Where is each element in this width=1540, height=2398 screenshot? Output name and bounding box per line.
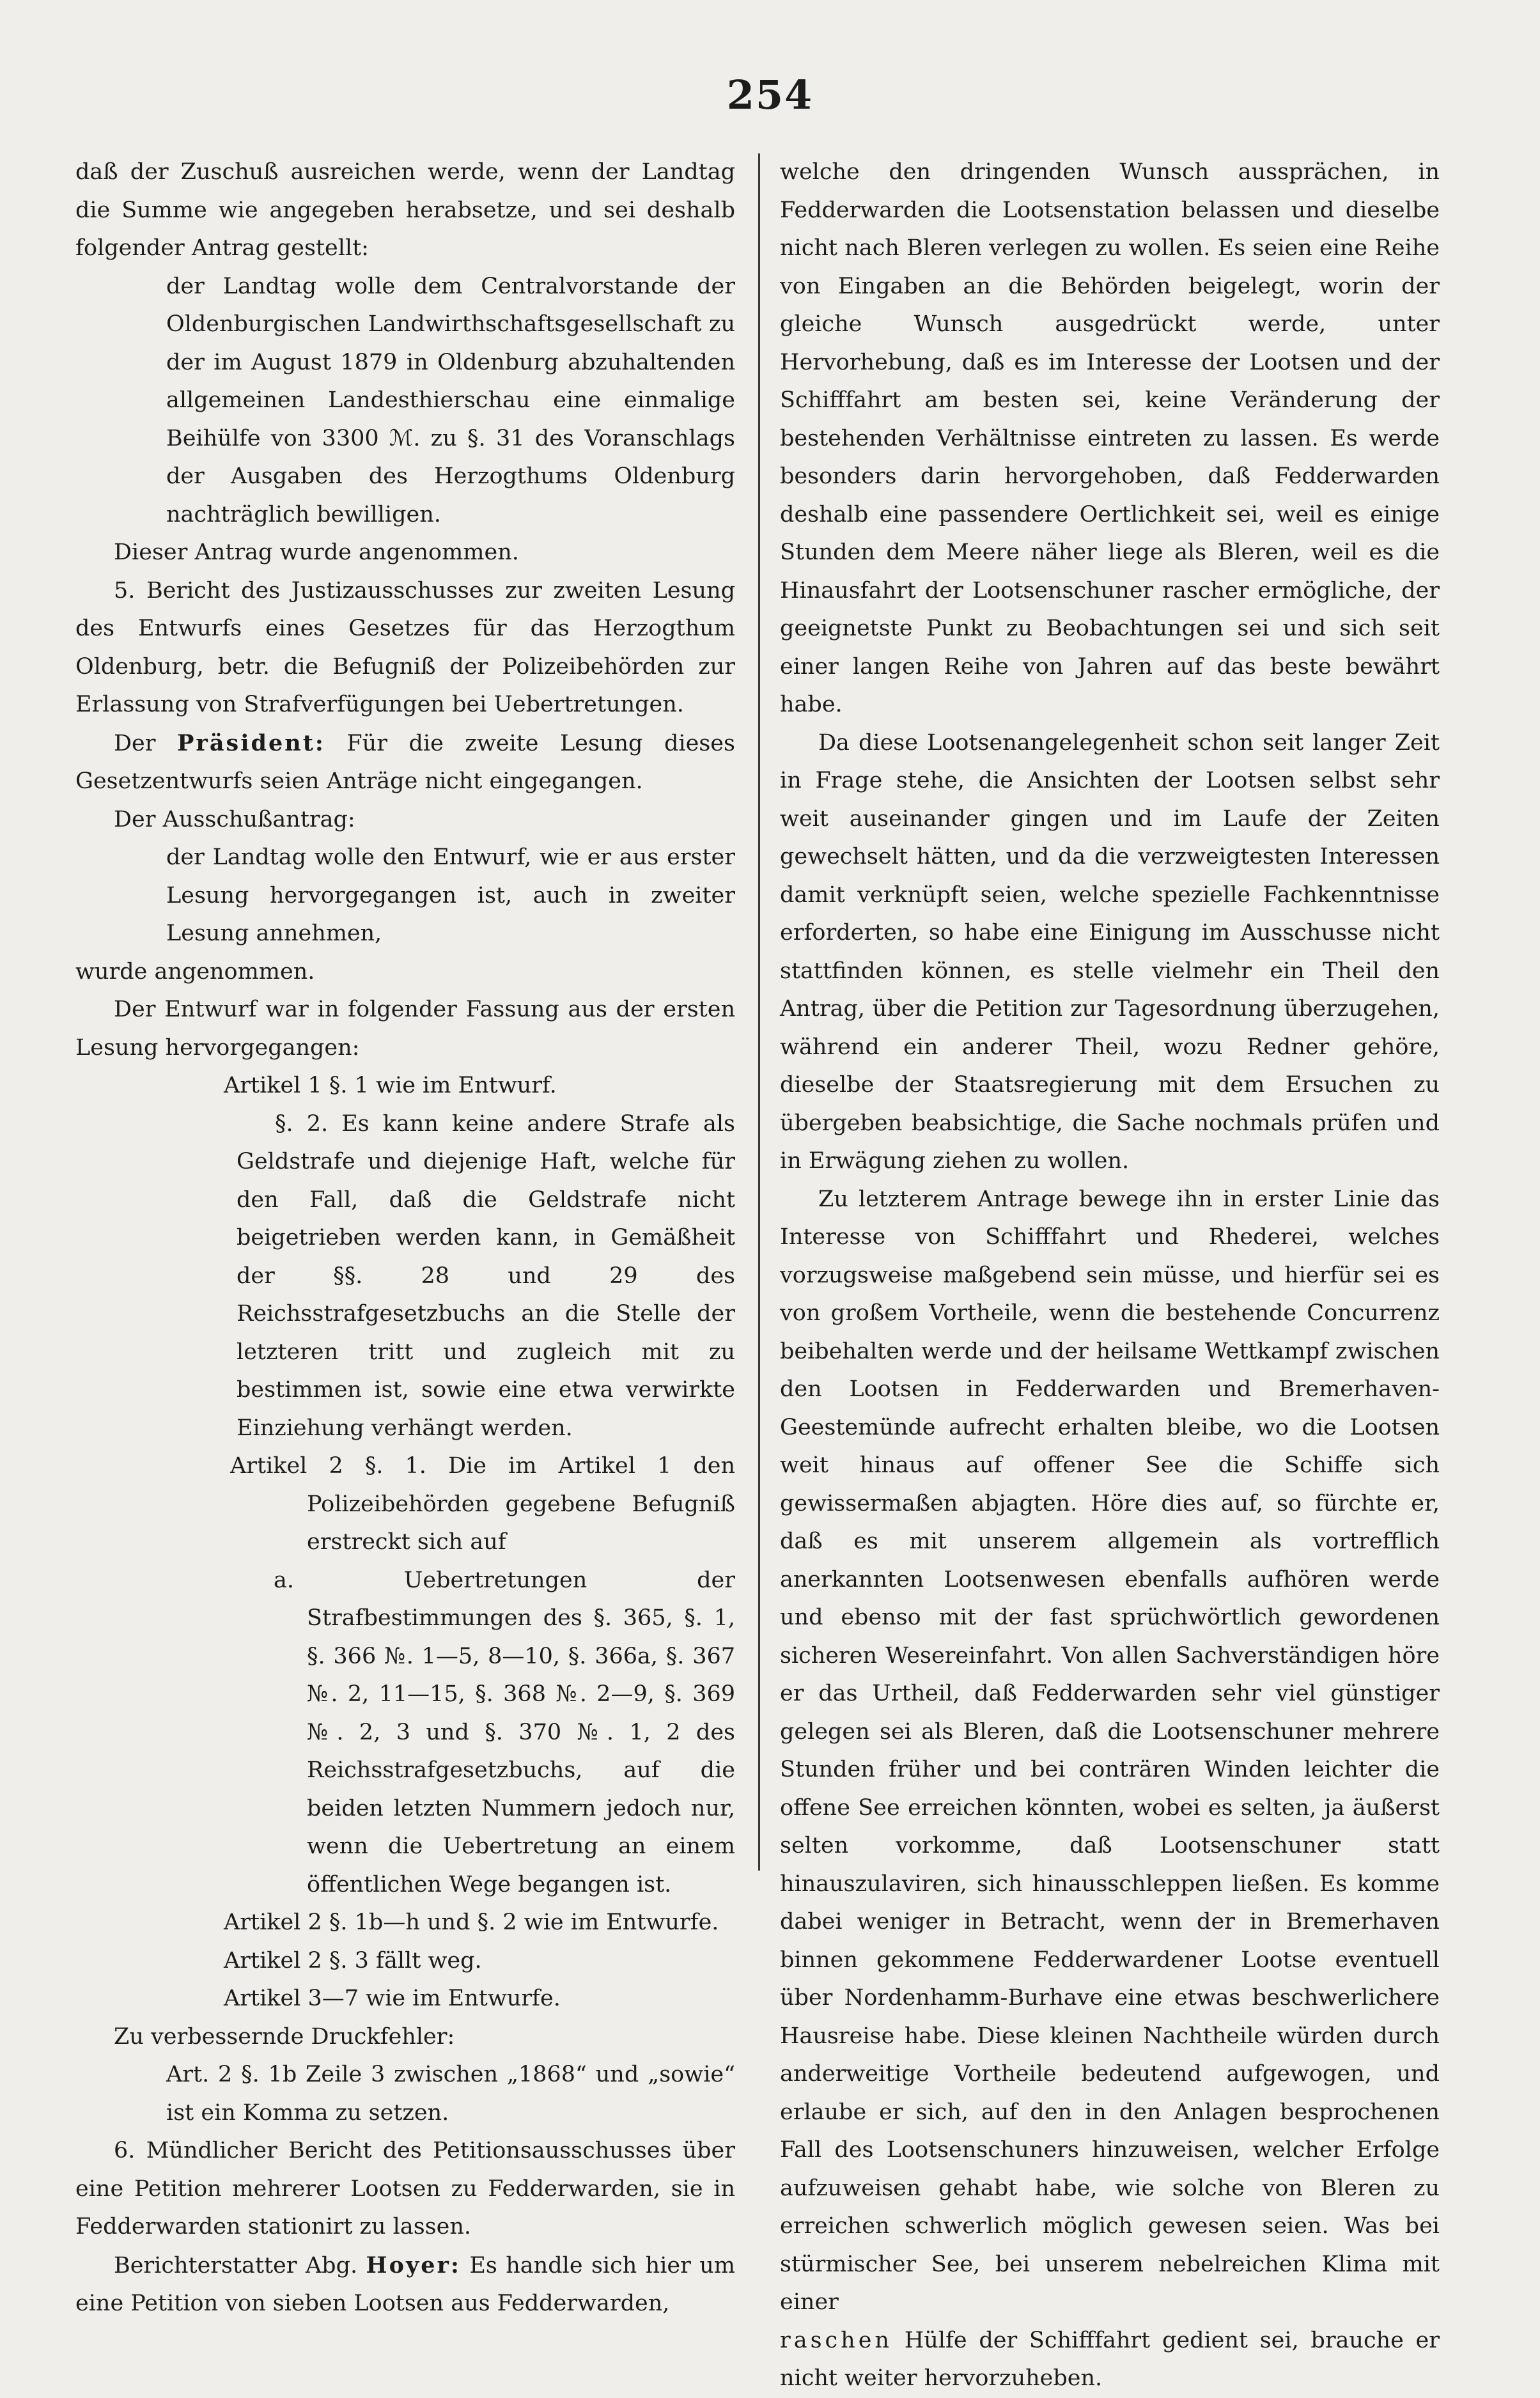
- paragraph: Der Entwurf war in folgender Fassung aus der ersten Lesung hervorgegangen:: [75, 997, 735, 1061]
- paragraph: Zu verbessernde Druckfehler:: [114, 2023, 455, 2050]
- erratum-line: Art. 2 §. 1b Zeile 3 zwischen „1868“ und „sowie“ ist ein Komma zu setzen.: [166, 2062, 735, 2126]
- article-line: Artikel 3—7 wie im Entwurfe.: [224, 1986, 561, 2011]
- article-line: Artikel 2 §. 1b—h und §. 2 wie im Entwurfe.: [224, 1910, 719, 1935]
- column-divider: [758, 153, 760, 1871]
- paragraph: Da diese Lootsenangelegenheit schon seit langer Zeit in Frage stehe, die Ansichten der Lootsen selbst sehr weit auseinander gingen und im Laufe der Zeiten gewechselt hätten, und da die verzweigtesten Interessen damit verknüpft seien, welche spezielle Fachkenntnisse erforderten, so habe eine Einigung im Ausschusse nicht stattfinden können, es stelle vielmehr ein Theil den Antrag, über die Petition zur Tagesordnung überzugehen, während ein anderer Theil, wozu Redner gehöre, dieselbe der Staatsregierung mit dem Ersuchen zu übergeben beabsichtige, die Sache nochmals prüfen und in Erwägung ziehen zu wollen.: [780, 729, 1440, 1174]
- speaker-name: Präsident:: [177, 729, 325, 756]
- paragraph: daß der Zuschuß ausreichen werde, wenn der Landtag die Summe wie angegeben herabsetze, und sei deshalb folgender Antrag gestellt:: [75, 159, 735, 261]
- paragraph: Zu letzterem Antrage bewege ihn in erster Linie das Interesse von Schifffahrt und Rhederei, welches vorzugsweise maßgebend sein müsse, und hierfür sei es von großem Vortheile, wenn die bestehende Concurrenz beibehalten werde und der heilsame Wettkampf zwischen den Lootsen in Fedderwarden und Bremerhaven-Geestemünde aufrecht erhalten bleibe, wo die Lootsen weit hinaus auf offener See die Schiffe sich gewissermaßen abjagten. Höre dies auf, so fürchte er, daß es mit unserem allgemein als vortrefflich anerkannten Lootsenwesen ebenfalls aufhören werde und ebenso mit der fast sprüchwörtlich gewordenen sicheren Wesereinfahrt. Von allen Sachverständigen höre er das Urtheil, daß Fedderwarden sehr viel günstiger gelegen sei als Bleren, daß die Lootsenschuner mehrere Stunden früher und bei conträren Winden leichter die offene See erreichen könnten, wobei es selten, ja äußerst selten vorkomme, daß Lootsenschuner statt hinauszulaviren, sich hinausschleppen ließen. Es komme dabei weniger in Betracht, wenn der in Bremerhaven binnen gekommene Fedderwardener Lootse eventuell über Nordenhamm-Burhave eine etwas beschwerlichere Hausreise habe. Diese kleinen Nachtheile würden durch anderweitige Vortheile bedeutend aufgewogen, und erlaube er sich, auf den in den Anlagen besprochenen Fall des Lootsenschuners hinzuweisen, welcher Erfolge aufzuweisen gehabt habe, wie solche von Bleren zu erreichen schwerlich möglich gewesen seien. Was bei stürmischer See, bei unserem nebelreichen Klima mit einer: [780, 1186, 1440, 2315]
- paragraph: Dieser Antrag wurde angenommen.: [114, 540, 519, 565]
- speaker-paragraph: [75, 2246, 735, 2323]
- article-line: Artikel 2 §. 3 fällt weg.: [224, 1947, 482, 1974]
- article-line: Artikel 2 §. 1. Die im Artikel 1 den Polizeibehörden gegebene Befugniß erstreckt sich auf: [230, 1453, 735, 1555]
- speaker-name: Hoyer:: [366, 2252, 461, 2278]
- article-item-a: a. Uebertretungen der Strafbestimmungen des §. 365, §. 1, §. 366 №. 1—5, 8—10, §. 366a, §. 367 №. 2, 11—15, §. 368 №. 2—9, §. 369 №. 2, 3 und §. 370 №. 1, 2 des Reichsstrafgesetzbuchs, auf die beiden letzten Nummern jedoch nur, wenn die Uebertretung an einem öffentlichen Wege begangen ist.: [274, 1567, 735, 1897]
- speaker-paragraph: [75, 724, 735, 801]
- paragraph-text: Hülfe der Schifffahrt gedient sei, brauche er nicht weiter hervorzuheben.: [780, 2327, 1440, 2391]
- spaced-word: raschen: [780, 2327, 892, 2353]
- right-column: [780, 153, 1440, 2398]
- paragraph: [780, 2322, 1440, 2398]
- agenda-item-5: 5. Bericht des Justizausschusses zur zweiten Lesung des Entwurfs eines Gesetzes für das Herzogthum Oldenburg, betr. die Befugniß der Polizeibehörden zur Erlassung von Strafverfügungen bei Uebertretungen.: [75, 577, 735, 717]
- speaker-prefix: Berichterstatter Abg.: [114, 2252, 358, 2278]
- speaker-text: Für die zweite Lesung dieses Gesetzentwurfs seien Anträge nicht eingegangen.: [75, 730, 735, 794]
- speaker-text: Es handle sich hier um eine Petition von sieben Lootsen aus Fedderwarden,: [75, 2252, 735, 2316]
- article-paragraph: §. 2. Es kann keine andere Strafe als Geldstrafe und diejenige Haft, welche für den Fall, daß die Geldstrafe nicht beigetrieben werden kann, in Gemäßheit der §§. 28 und 29 des Reichsstrafgesetzbuchs an die Stelle der letzteren tritt und zugleich mit zu bestimmen ist, sowie eine etwa verwirkte Einziehung verhängt werden.: [237, 1110, 735, 1441]
- page-number: 254: [726, 72, 814, 118]
- article-line: Artikel 1 §. 1 wie im Entwurf.: [224, 1073, 557, 1098]
- motion-text: der Landtag wolle dem Centralvorstande der Oldenburgischen Landwirthschaftsgesellschaft zu der im August 1879 in Oldenburg abzuhaltenden allgemeinen Landesthierschau eine einmalige Beihülfe von 3300 ℳ. zu §. 31 des Voranschlags der Ausgaben des Herzogthums Oldenburg nachträglich bewilligen.: [166, 273, 735, 527]
- paragraph: welche den dringenden Wunsch aussprächen, in Fedderwarden die Lootsenstation belassen und dieselbe nicht nach Bleren verlegen zu wollen. Es seien eine Reihe von Eingaben an die Behörden beigelegt, worin der gleiche Wunsch ausgedrückt werde, unter Hervorhebung, daß es im Interesse der Lootsen und der Schifffahrt am besten sei, keine Veränderung der bestehenden Verhältnisse eintreten zu lassen. Es werde besonders darin hervorgehoben, daß Fedderwarden deshalb eine passendere Oertlichkeit sei, weil es einige Stunden dem Meere näher liege als Bleren, weil es die Hinausfahrt der Lootsenschuner rascher ermögliche, der geeignetste Punkt zu Beobachtungen sei und sich seit einer langen Reihe von Jahren auf das beste bewährt habe.: [780, 159, 1440, 717]
- paragraph: Der Ausschußantrag:: [114, 806, 355, 832]
- agenda-item-6: 6. Mündlicher Bericht des Petitionsausschusses über eine Petition mehrerer Lootsen zu Fedderwarden, sie in Fedderwarden stationirt zu lassen.: [75, 2138, 735, 2239]
- motion-text: der Landtag wolle den Entwurf, wie er aus erster Lesung hervorgegangen ist, auch in zweiter Lesung annehmen,: [166, 845, 735, 946]
- paragraph: wurde angenommen.: [75, 958, 315, 985]
- left-column: [75, 153, 735, 2323]
- speaker-prefix: Der: [114, 730, 156, 756]
